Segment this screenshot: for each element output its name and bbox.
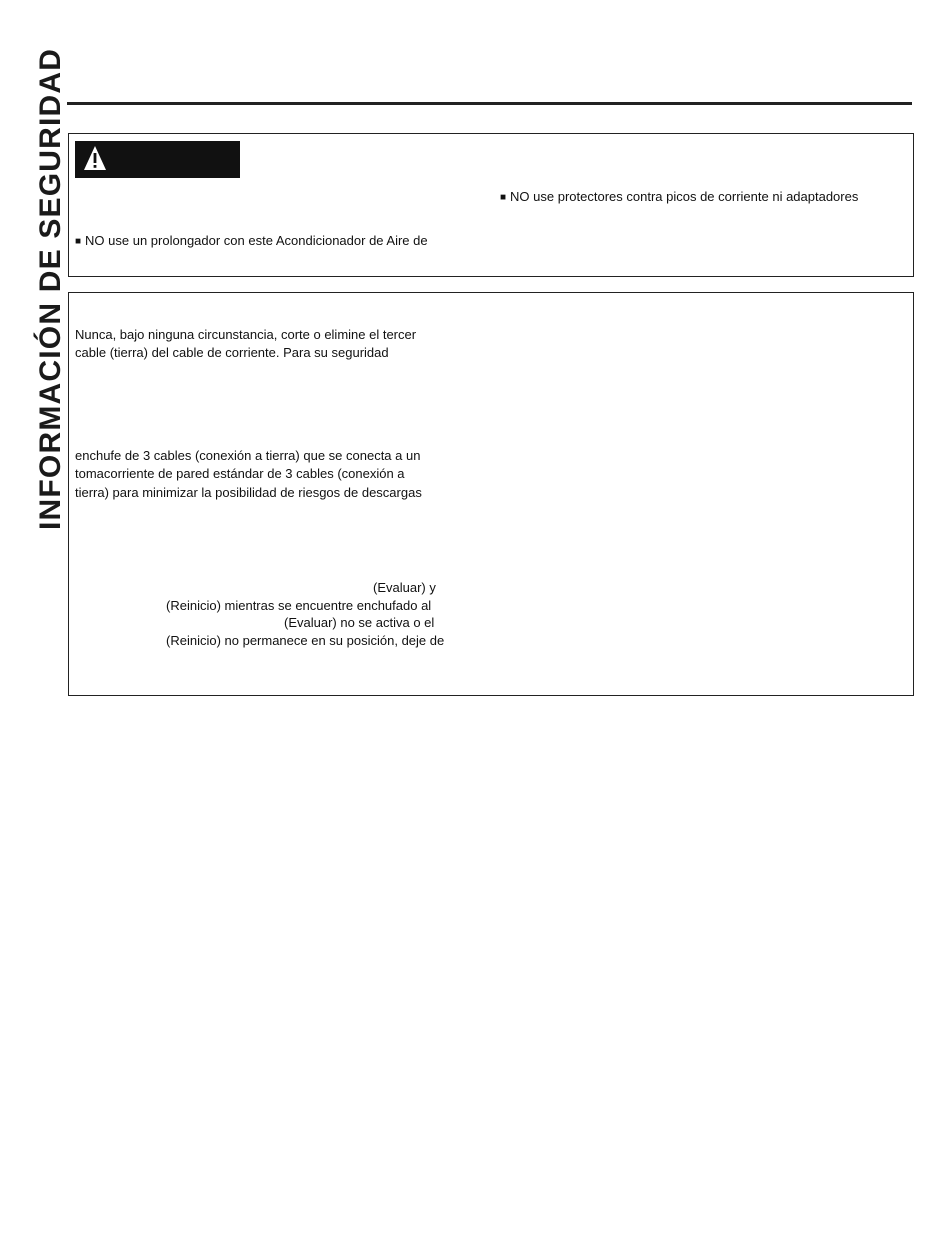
- grounding-para2-line3: tierra) para minimizar la posibilidad de riesgos de descargas: [75, 485, 422, 500]
- top-divider-rule: [67, 102, 912, 105]
- grounding-para1-line2: cable (tierra) del cable de corriente. Para su seguridad: [75, 345, 389, 360]
- bullet-extension-cord: [75, 232, 428, 252]
- grounding-para3-line3: (Evaluar) no se activa o el: [284, 615, 435, 630]
- grounding-para2-line1: enchufe de 3 cables (conexión a tierra) que se conecta a un: [75, 448, 421, 463]
- bullet-square-icon: ■: [75, 236, 82, 247]
- grounding-para1-line1: Nunca, bajo ninguna circunstancia, corte o elimine el tercer: [75, 327, 417, 342]
- bullet-surge-protectors: [500, 188, 858, 208]
- grounding-para3-line2: (Reinicio) mientras se encuentre enchufado al: [166, 598, 432, 613]
- grounding-para3-line1: (Evaluar) y: [373, 580, 436, 595]
- warning-triangle-icon: [83, 144, 107, 172]
- bullet-square-icon: ■: [500, 192, 507, 203]
- grounding-para2-line2: tomacorriente de pared estándar de 3 cables (conexión a: [75, 466, 405, 481]
- grounding-para3-line4: (Reinicio) no permanece en su posición, deje de: [166, 633, 445, 648]
- warning-banner: [75, 141, 240, 178]
- bullet-extension-cord-text: NO use un prolongador con este Acondicionador de Aire de: [85, 233, 428, 248]
- page-section-title: INFORMACIÓN DE SEGURIDAD: [34, 47, 67, 530]
- bullet-surge-protectors-text: NO use protectores contra picos de corriente ni adaptadores: [510, 189, 859, 204]
